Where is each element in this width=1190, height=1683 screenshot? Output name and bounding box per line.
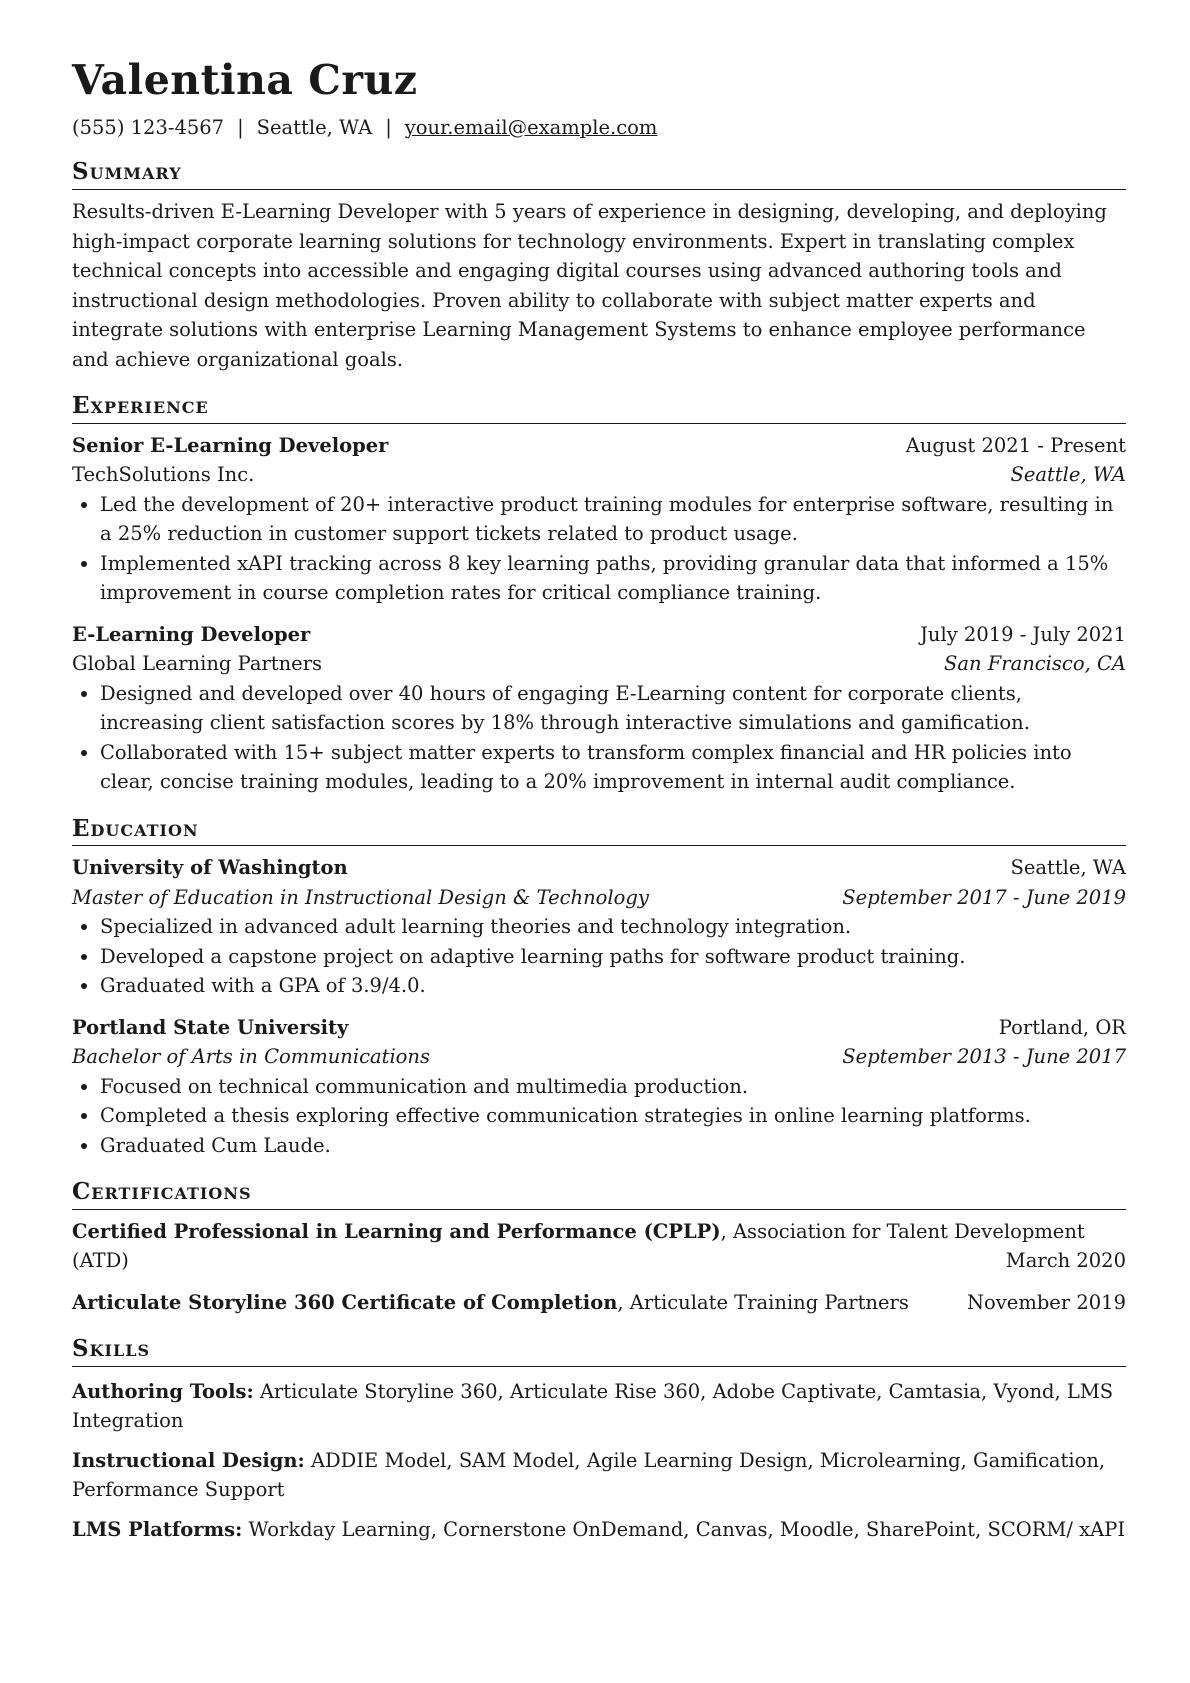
job-dates: August 2021 - Present [905,433,1126,457]
job-location: San Francisco, CA [943,652,1126,676]
section-title-skills: Skills [72,1335,1126,1367]
certification-issuer-cont: (ATD) [72,1249,129,1273]
school-name: Portland State University [72,1015,349,1039]
school-location: Portland, OR [998,1015,1126,1039]
section-title-summary: Summary [72,158,1126,190]
company-name: Global Learning Partners [72,652,323,676]
section-title-education: Education [72,815,1126,847]
bullet-item: • Implemented xAPI tracking across 8 key learning paths, providing granular data that informed a 15% improvement in course completion rates for critical compliance training. [100,549,1126,608]
skill-values: ADDIE Model, SAM Model, Agile Learning Design, Microlearning, Gamification, Performance Support [72,1448,1106,1502]
bullet-item: • Collaborated with 15+ subject matter experts to transform complex financial and HR policies into clear, concise training modules, leading to a 20% improvement in internal audit compliance. [100,738,1126,797]
experience-entry [72,431,1126,608]
skill-label: LMS Platforms: [72,1517,243,1541]
location: Seattle, WA [256,116,373,140]
skill-group [72,1446,1126,1505]
certification-entry [72,1217,1126,1276]
skill-label: Authoring Tools: [72,1379,254,1403]
school-name: University of Washington [72,856,348,880]
certification-date: March 2020 [1005,1249,1126,1273]
bullet-item: • Specialized in advanced adult learning theories and technology integration. [100,912,1126,942]
education-entry [72,1013,1126,1161]
resume-page [72,58,1126,1544]
bullet-item: • Graduated Cum Laude. [100,1131,1126,1161]
bullet-item: • Developed a capstone project on adaptive learning paths for software product training. [100,942,1126,972]
school-location: Seattle, WA [1010,856,1126,880]
phone-number: (555) 123-4567 [72,116,225,140]
degree-name: Master of Education in Instructional Design & Technology [72,885,649,909]
job-bullets [72,679,1126,797]
skill-group [72,1377,1126,1436]
certification-name: Articulate Storyline 360 Certificate of Completion [72,1290,618,1314]
bullet-item: • Designed and developed over 40 hours of engaging E-Learning content for corporate clients, increasing client satisfaction scores by 18% through interactive simulations and gamification. [100,679,1126,738]
bullet-item: • Completed a thesis exploring effective communication strategies in online learning platforms. [100,1101,1126,1131]
job-dates: July 2019 - July 2021 [920,622,1126,646]
certification-date: November 2019 [966,1290,1126,1314]
education-entry [72,853,1126,1001]
education-dates: September 2017 - June 2019 [842,885,1126,909]
job-bullets [72,490,1126,608]
section-title-certifications: Certifications [72,1178,1126,1210]
job-title: Senior E-Learning Developer [72,433,389,457]
separator: | [237,116,244,140]
certification-issuer: , Articulate Training Partners [617,1290,909,1314]
bullet-item: • Focused on technical communication and multimedia production. [100,1072,1126,1102]
skill-label: Instructional Design: [72,1448,305,1472]
certification-issuer: , Association for Talent Development [720,1219,1085,1243]
contact-line [72,115,1126,140]
company-name: TechSolutions Inc. [72,463,255,487]
skill-values: Articulate Storyline 360, Articulate Rise 360, Adobe Captivate, Camtasia, Vyond, LMS Integration [72,1379,1114,1433]
separator: | [385,116,392,140]
certification-name: Certified Professional in Learning and Performance (CPLP) [72,1219,721,1243]
bullet-item: • Graduated with a GPA of 3.9/4.0. [100,971,1126,1001]
degree-name: Bachelor of Arts in Communications [72,1045,430,1069]
section-title-experience: Experience [72,392,1126,424]
experience-entry [72,620,1126,797]
education-dates: September 2013 - June 2017 [842,1045,1126,1069]
bullet-item: • Led the development of 20+ interactive product training modules for enterprise software, resulting in a 25% reduction in customer support tickets related to product usage. [100,490,1126,549]
skill-values: Workday Learning, Cornerstone OnDemand, Canvas, Moodle, SharePoint, SCORM/ xAPI [242,1517,1126,1541]
certification-entry [72,1288,1126,1318]
job-location: Seattle, WA [1010,463,1126,487]
skill-group [72,1515,1126,1545]
candidate-name: Valentina Cruz [72,56,418,104]
email-link[interactable]: your.email@example.com [404,116,658,140]
education-bullets [72,1072,1126,1161]
job-title: E-Learning Developer [72,622,311,646]
education-bullets [72,912,1126,1001]
summary-text: Results-driven E-Learning Developer with 5 years of experience in designing, developing, and deploying high-impact corporate learning solutions for technology environments. Expert in translating complex technical concepts into accessible and engaging digital courses using advanced authoring tools and instructional design methodologies. Proven ability to collaborate with subject matter experts and integrate solutions with enterprise Learning Management Systems to enhance employee performance and achieve organizational goals. [72,200,1107,371]
